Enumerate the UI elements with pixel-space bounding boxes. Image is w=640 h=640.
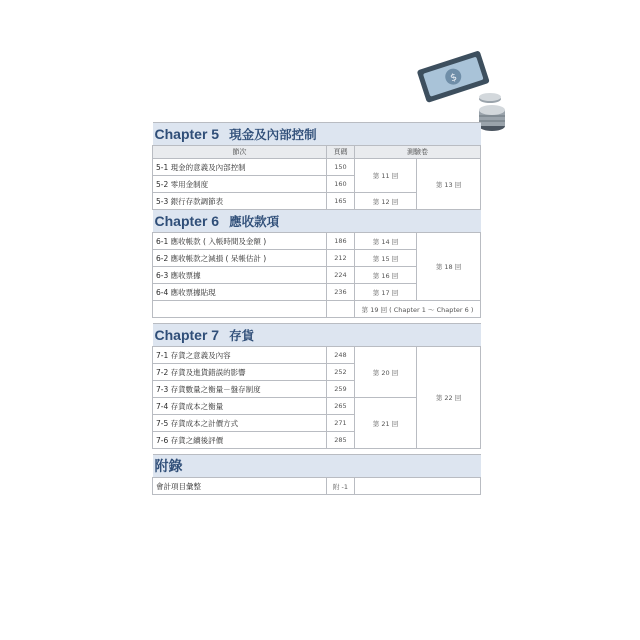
page-number: 186 — [327, 233, 355, 250]
section-title: 5-3 銀行存款調節表 — [153, 193, 327, 210]
section-title: 7-1 存貨之意義及內容 — [153, 347, 327, 364]
section-title: 7-6 存貨之續後評價 — [153, 432, 327, 449]
chapter-7-title-zh: 存貨 — [229, 328, 255, 343]
page-number: 附 -1 — [327, 478, 355, 495]
quiz-cell: 第 16 回 — [355, 267, 417, 284]
header-page: 頁碼 — [327, 146, 355, 159]
empty-cell — [327, 301, 355, 318]
chapter-7-title: Chapter 7 — [154, 327, 220, 343]
section-title: 7-2 存貨及進貨錯誤的影響 — [153, 364, 327, 381]
chapter-5-header — [153, 123, 481, 146]
page-number: 150 — [327, 159, 355, 176]
chapter-6-title-zh: 應收款項 — [229, 214, 280, 229]
quiz-cell: 第 13 回 — [417, 159, 481, 210]
page-number: 271 — [327, 415, 355, 432]
chapter-5-title: Chapter 5 — [154, 126, 220, 142]
svg-text:$: $ — [448, 71, 459, 85]
section-title: 6-3 應收票據 — [153, 267, 327, 284]
section-title: 6-1 應收帳款 ( 入帳時間及金額 ) — [153, 233, 327, 250]
quiz-cell: 第 18 回 — [417, 233, 481, 301]
quiz-summary: 第 19 回 ( Chapter 1 ～ Chapter 6 ) — [355, 301, 481, 318]
section-title: 5-1 現金的意義及內部控制 — [153, 159, 327, 176]
coin-stack-icon — [479, 93, 505, 131]
quiz-cell: 第 22 回 — [417, 347, 481, 449]
chapter-6-title: Chapter 6 — [154, 213, 220, 229]
appendix-title: 附錄 — [154, 458, 183, 474]
page-number: 236 — [327, 284, 355, 301]
quiz-cell: 第 14 回 — [355, 233, 417, 250]
table-row — [153, 159, 481, 176]
section-title: 6-2 應收帳款之減損 ( 呆帳估計 ) — [153, 250, 327, 267]
chapter-7-header — [153, 324, 481, 347]
page-number: 212 — [327, 250, 355, 267]
chapter-5-title-zh: 現金及內部控制 — [229, 127, 317, 142]
table-row — [153, 233, 481, 250]
section-title: 7-5 存貨成本之計價方式 — [153, 415, 327, 432]
section-title: 7-4 存貨成本之衡量 — [153, 398, 327, 415]
table-row — [153, 478, 481, 495]
quiz-cell: 第 11 回 — [355, 159, 417, 193]
section-title: 5-2 零用金制度 — [153, 176, 327, 193]
quiz-cell: 第 17 回 — [355, 284, 417, 301]
quiz-cell: 第 15 回 — [355, 250, 417, 267]
page-number: 259 — [327, 381, 355, 398]
table-header — [153, 146, 481, 159]
page-number: 224 — [327, 267, 355, 284]
header-section: 節次 — [153, 146, 327, 159]
section-title: 會計項目彙整 — [153, 478, 327, 495]
page-number: 160 — [327, 176, 355, 193]
quiz-cell: 第 21 回 — [355, 398, 417, 449]
banknote-icon — [417, 50, 490, 103]
page-number: 248 — [327, 347, 355, 364]
appendix-header — [153, 455, 481, 478]
header-quiz: 測驗卷 — [355, 146, 481, 159]
section-title: 6-4 應收票據貼現 — [153, 284, 327, 301]
empty-cell — [355, 478, 481, 495]
page-number: 285 — [327, 432, 355, 449]
quiz-cell: 第 12 回 — [355, 193, 417, 210]
empty-cell — [153, 301, 327, 318]
table-row — [153, 301, 481, 318]
table-row — [153, 347, 481, 364]
section-title: 7-3 存貨數量之衡量－盤存制度 — [153, 381, 327, 398]
chapter-6-header — [153, 210, 481, 233]
quiz-cell: 第 20 回 — [355, 347, 417, 398]
page-number: 265 — [327, 398, 355, 415]
page-number: 165 — [327, 193, 355, 210]
page-number: 252 — [327, 364, 355, 381]
toc-table — [152, 122, 481, 495]
